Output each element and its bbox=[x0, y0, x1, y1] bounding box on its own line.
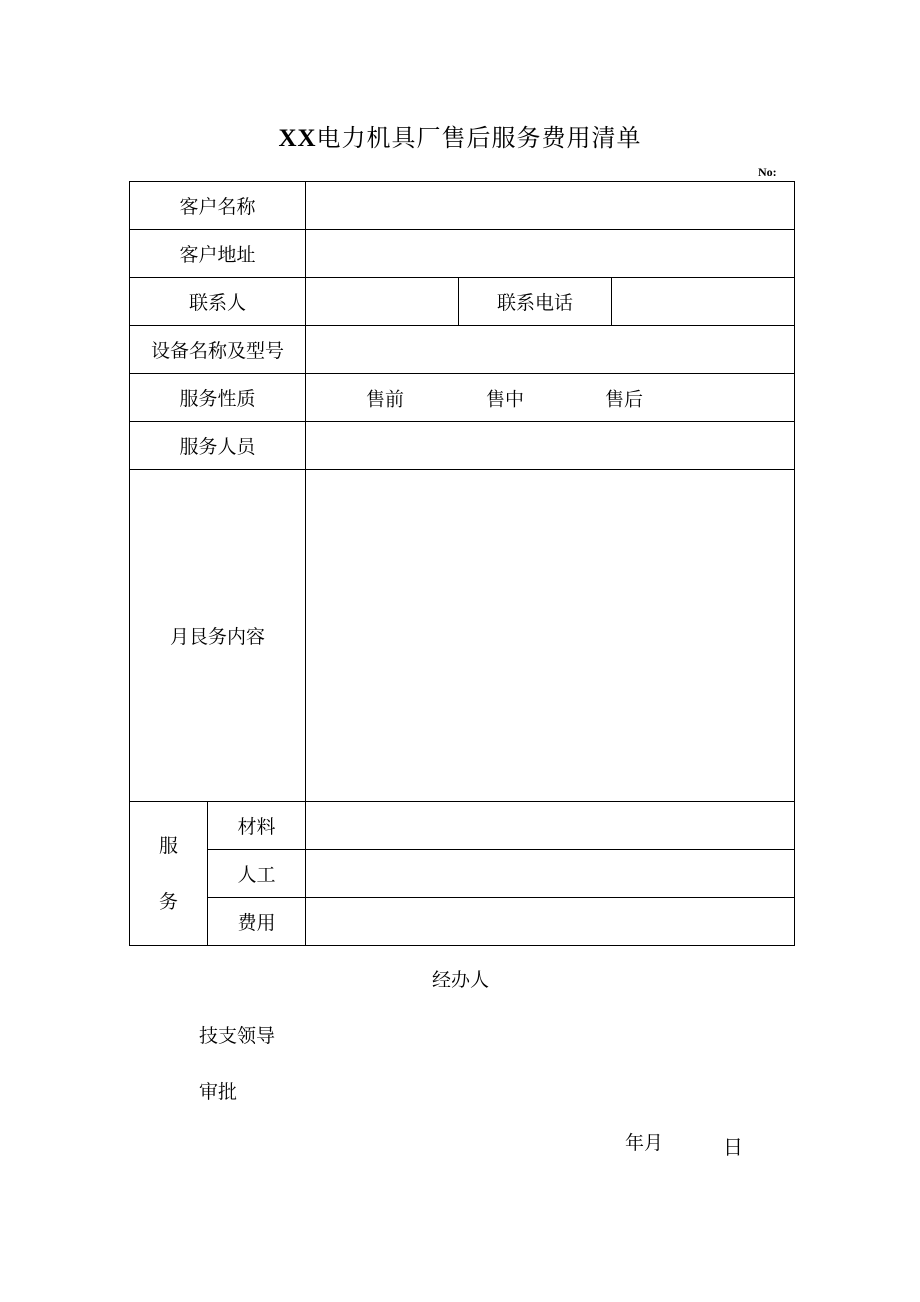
service-nature-label: 服务性质 bbox=[130, 374, 306, 422]
service-group-label-char-1: 服 bbox=[158, 834, 178, 857]
customer-address-row bbox=[130, 230, 795, 278]
contact-phone-label: 联系电话 bbox=[459, 278, 612, 326]
materials-label: 材料 bbox=[208, 802, 306, 850]
fee-field[interactable] bbox=[306, 898, 795, 946]
day-label: 日 bbox=[723, 1135, 743, 1159]
service-nature-option-insale[interactable]: 售中 bbox=[486, 388, 525, 410]
materials-field[interactable] bbox=[306, 802, 795, 850]
contact-field[interactable] bbox=[306, 278, 459, 326]
year-month-label: 年月 bbox=[625, 1132, 664, 1154]
document-title-main: 电力机具厂售后服务费用清单 bbox=[316, 124, 642, 152]
customer-name-row bbox=[130, 182, 795, 230]
service-staff-row bbox=[130, 422, 795, 470]
materials-row bbox=[130, 802, 795, 850]
customer-name-field[interactable] bbox=[306, 182, 795, 230]
service-nature-row bbox=[130, 374, 795, 422]
labor-label: 人工 bbox=[208, 850, 306, 898]
approval-label: 审批 bbox=[199, 1081, 238, 1103]
fee-label: 费用 bbox=[208, 898, 306, 946]
equipment-row bbox=[130, 326, 795, 374]
customer-address-field[interactable] bbox=[306, 230, 795, 278]
service-group-label bbox=[130, 802, 208, 946]
customer-name-label: 客户名称 bbox=[130, 182, 306, 230]
service-group-label-char-2: 务 bbox=[158, 890, 178, 913]
equipment-field[interactable] bbox=[306, 326, 795, 374]
handler-label: 经办人 bbox=[432, 969, 490, 991]
document-title bbox=[0, 118, 920, 153]
service-staff-field[interactable] bbox=[306, 422, 795, 470]
serial-number-label: No: bbox=[758, 165, 777, 179]
document-title-prefix: XX bbox=[278, 125, 317, 152]
labor-row bbox=[130, 850, 795, 898]
contact-phone-field[interactable] bbox=[612, 278, 795, 326]
customer-address-label: 客户地址 bbox=[130, 230, 306, 278]
fee-row bbox=[130, 898, 795, 946]
contact-label: 联系人 bbox=[130, 278, 306, 326]
tech-leader-label: 技支领导 bbox=[199, 1025, 276, 1047]
service-content-row bbox=[130, 470, 795, 802]
equipment-label: 设备名称及型号 bbox=[130, 326, 306, 374]
service-content-label: 月艮务内容 bbox=[130, 470, 306, 802]
labor-field[interactable] bbox=[306, 850, 795, 898]
contact-row bbox=[130, 278, 795, 326]
service-fee-form bbox=[129, 181, 795, 946]
service-nature-option-aftersale[interactable]: 售后 bbox=[605, 388, 644, 410]
service-content-field[interactable] bbox=[306, 470, 795, 802]
service-nature-option-presale[interactable]: 售前 bbox=[366, 388, 405, 410]
service-staff-label: 服务人员 bbox=[130, 422, 306, 470]
service-nature-options bbox=[306, 374, 795, 422]
